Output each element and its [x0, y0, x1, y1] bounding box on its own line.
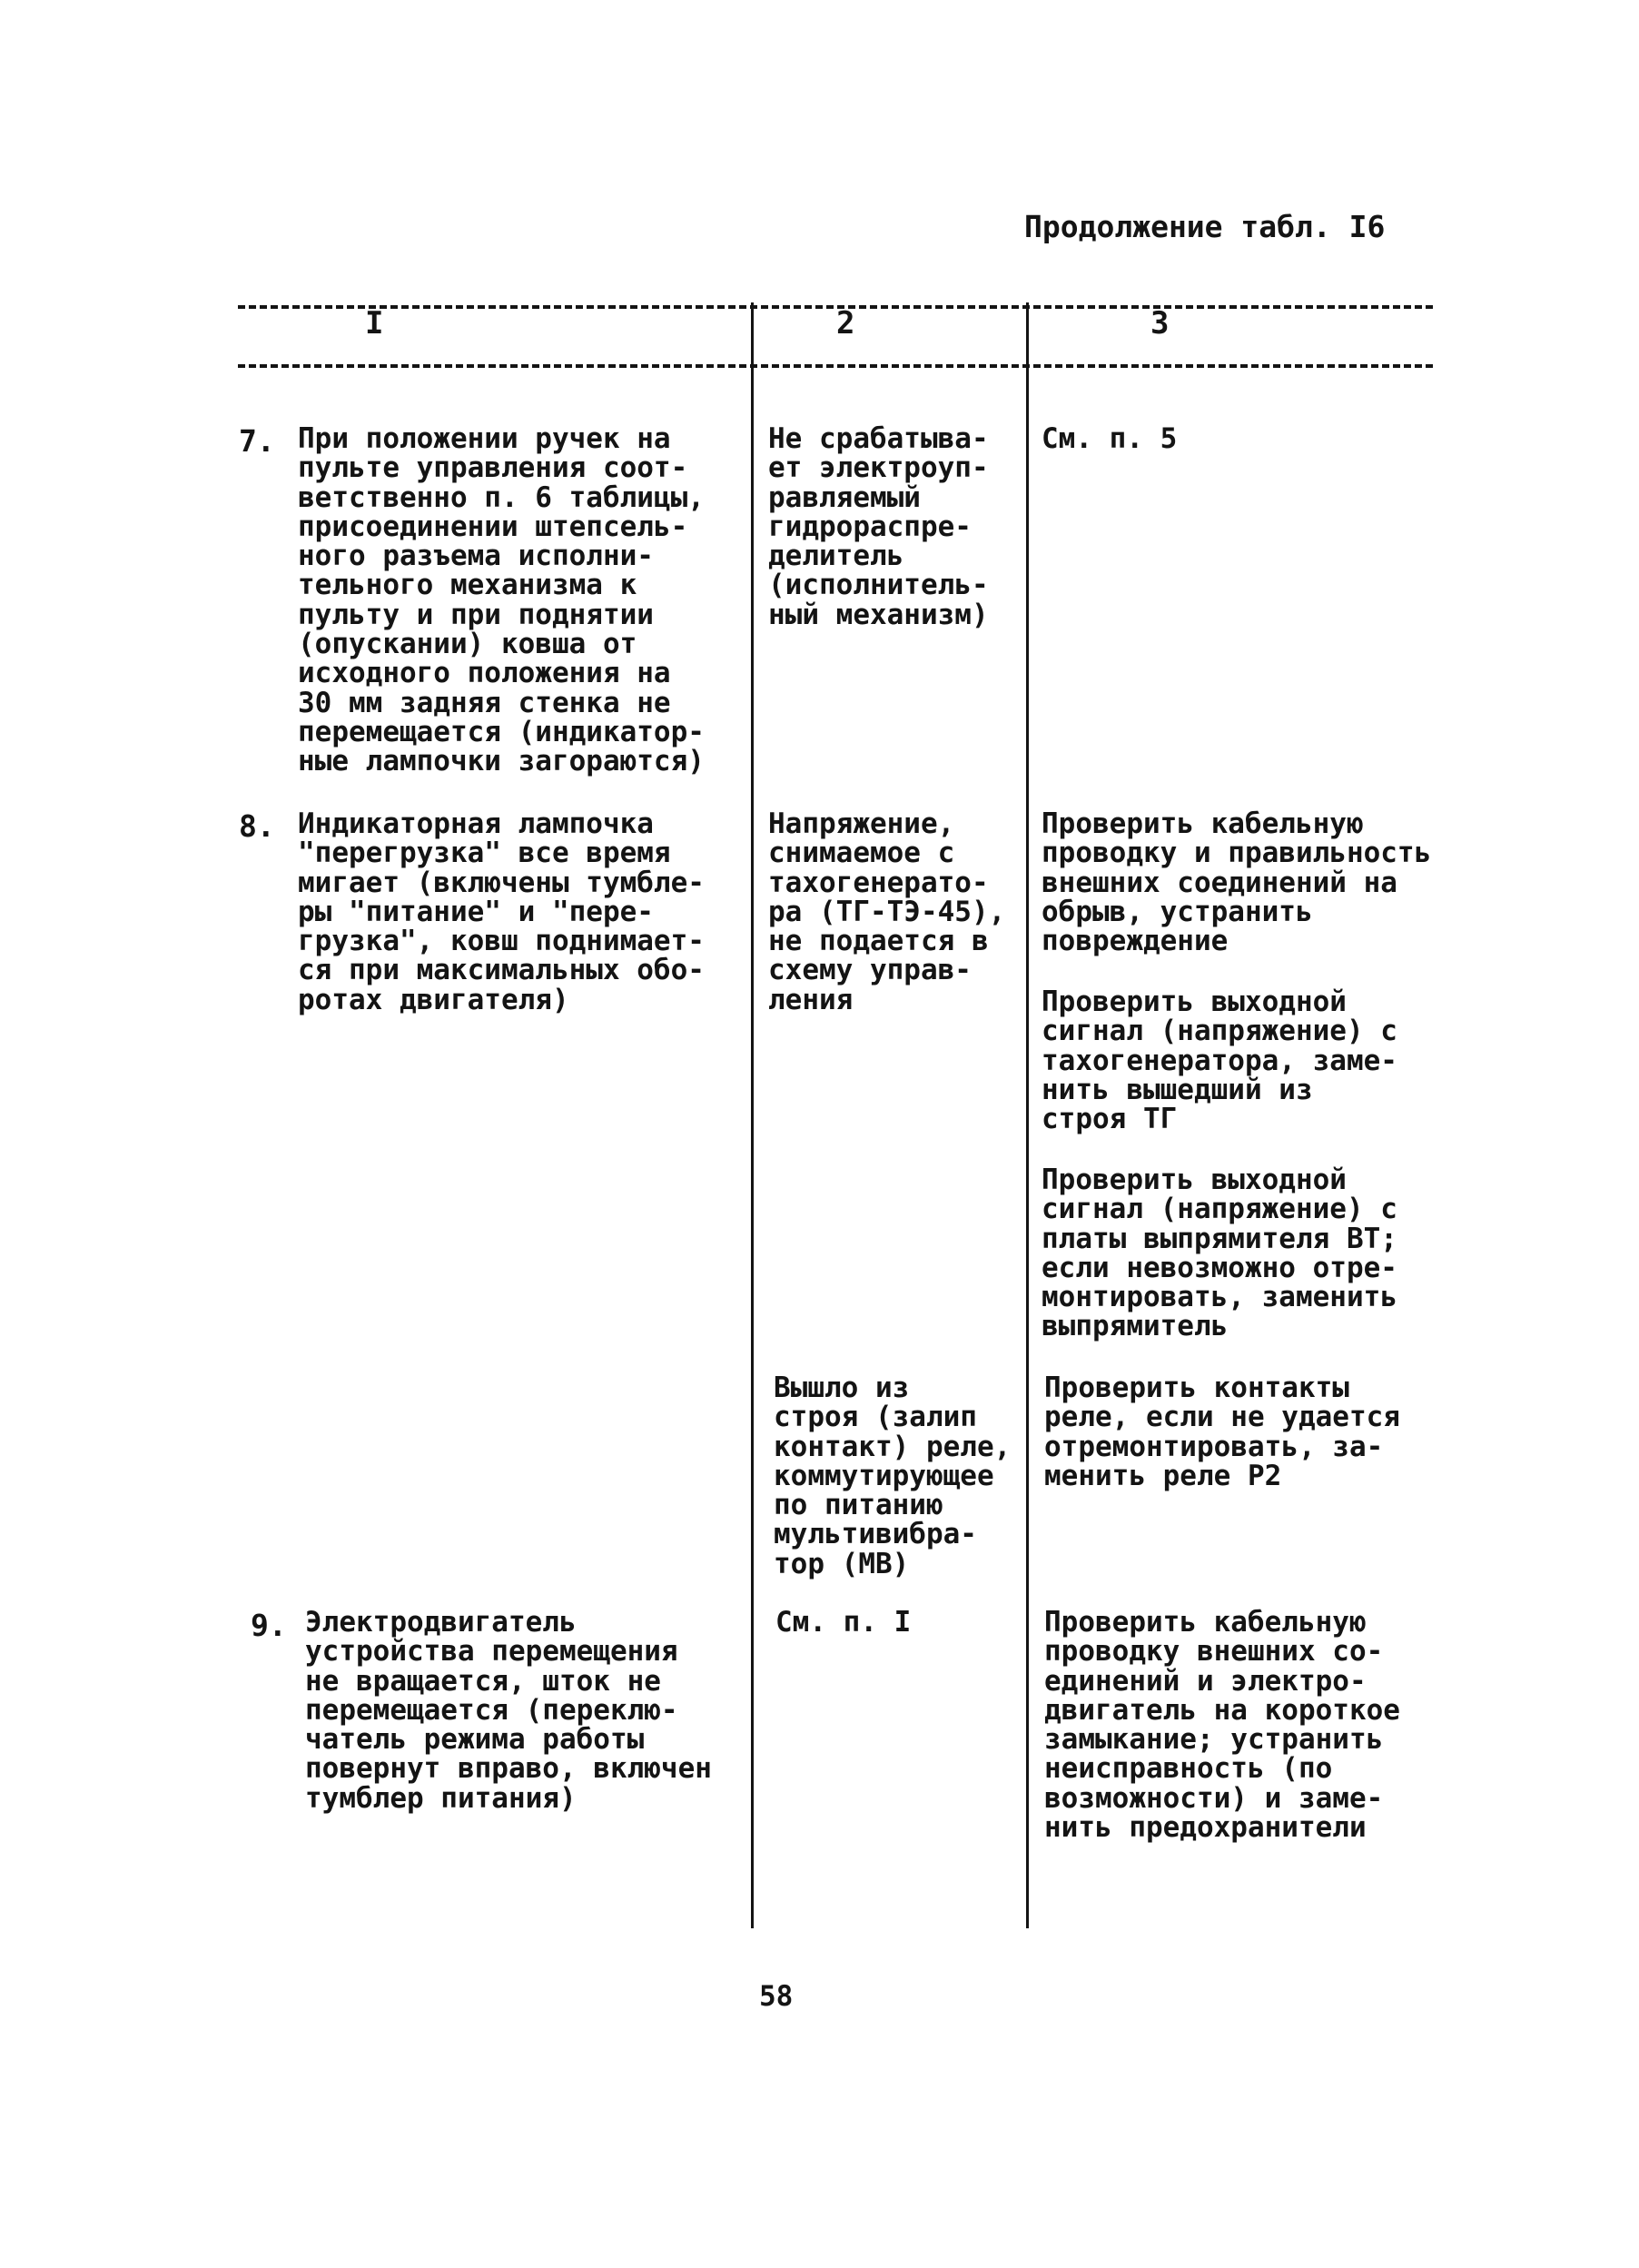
row-9-number: 9. — [251, 1608, 287, 1643]
header-top-rule — [238, 305, 1433, 309]
page-number: 58 — [759, 1980, 794, 2013]
row-8-symptom: Индикаторная лампочка "перегрузка" все время мигает (включены тумбле- ры "питание" и "пере- грузка", ковш поднимает- ся при максимальных обо- ротах двигателя) — [298, 807, 705, 1016]
row-8-cause: Напряжение, снимаемое с тахогенерато- ра (ТГ-ТЭ-45), не подается в схему управ- ления — [768, 807, 1006, 1016]
row-8-remedy-a: Проверить кабельную проводку и правильность внешних соединений на обрыв, устранить повреждение — [1042, 807, 1432, 958]
row-7-symptom: При положении ручек на пульте управления соот- ветственно п. 6 таблицы, присоединении штепсель- ного разъема исполни- тельного механизма к пульту и при поднятии (опускании) ковша от исходного положения на 30 мм задняя стенка не перемещается (индикатор- ные лампочки загораются) — [298, 422, 705, 778]
column-header-2: 2 — [836, 305, 855, 342]
row-9-symptom: Электродвигатель устройства перемещения не вращается, шток не перемещается (переклю- чатель режима работы повернут вправо, включен тумблер питания) — [305, 1606, 712, 1815]
row-8-remedy-b: Проверить выходной сигнал (напряжение) с тахогенератора, заме- нить вышедший из строя ТГ — [1042, 985, 1397, 1136]
row-9-cause: См. п. I — [775, 1606, 912, 1639]
row-8-cause-relay: Вышло из строя (залип контакт) реле, коммутирующее по питанию мультивибра- тор (МВ) — [774, 1372, 1012, 1580]
header-bottom-rule — [238, 364, 1433, 368]
column-header-3: 3 — [1150, 305, 1170, 342]
row-9-remedy: Проверить кабельную проводку внешних со- единений и электро- двигатель на короткое замыкание; устранить неисправность (по возможности) и заме- нить предохранители — [1044, 1606, 1400, 1845]
row-7-number: 7. — [239, 423, 275, 459]
table-caption: Продолжение табл. I6 — [1024, 209, 1386, 244]
column-divider-1 — [751, 302, 754, 1928]
column-header-1: I — [365, 305, 384, 342]
row-8-remedy-relay: Проверить контакты реле, если не удается отремонтировать, за- менить реле Р2 — [1044, 1372, 1400, 1492]
row-7-remedy: См. п. 5 — [1042, 422, 1178, 455]
row-8-remedy-c: Проверить выходной сигнал (напряжение) с платы выпрямителя ВТ; если невозможно отре- монтировать, заменить выпрямитель — [1042, 1164, 1397, 1343]
row-7-cause: Не срабатыва- ет электроуп- равляемый гидрораспре- делитель (исполнитель- ный механизм) — [768, 422, 989, 631]
row-8-number: 8. — [239, 808, 275, 844]
column-divider-2 — [1026, 302, 1029, 1928]
